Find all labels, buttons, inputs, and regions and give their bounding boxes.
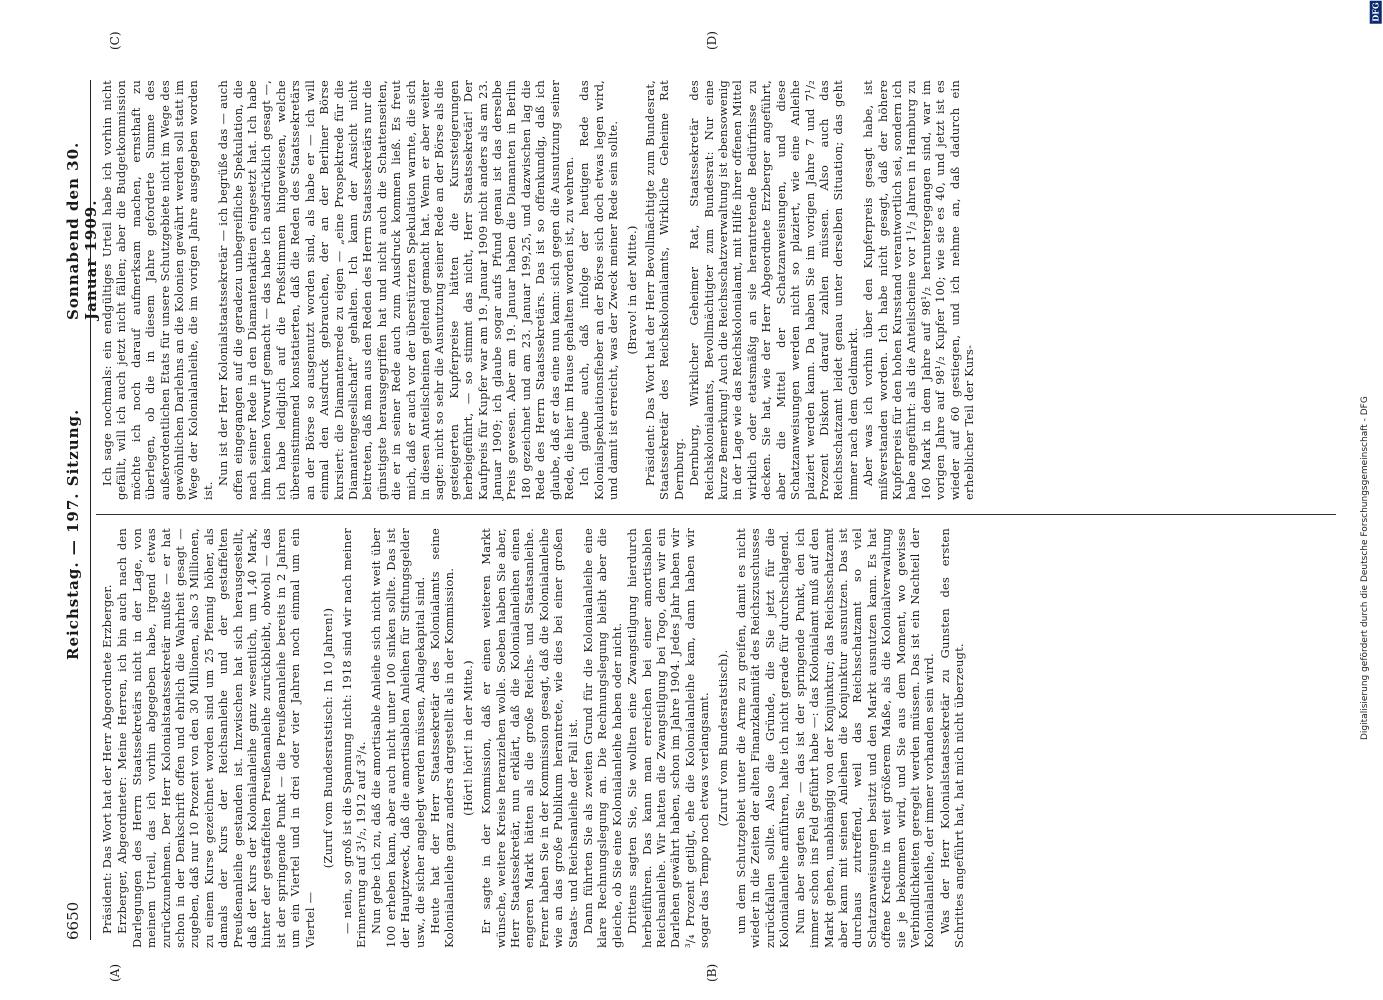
interjection: (Bravo! in der Mitte.) <box>624 225 639 355</box>
paragraph: — nein, so groß ist die Spannung nicht: 1918 sind wir nach meiner Erinnerung auf 3¹/₂, 1912 auf 3³/₄. <box>339 528 368 948</box>
paragraph: Ich sage nochmals: ein endgültiges Urteil habe ich vorhin nicht gefällt, will ich auch jetzt nicht fällen; aber die Budgetkommission möchte ich noch darauf aufmerksam machen, ernsthaft zu überlegen, ob die in diesem Jahre geforderte Summe des außerordentlichen Etats für unsere Schutzgebiete nicht im Wege des gewöhnlichen Darlehns an die Kolonien gewährt werden soll statt im Wege der Kolonialanleihe, die im vorigen Jahre ausgegeben worden ist. <box>100 80 215 500</box>
paragraph: Präsident: Das Wort hat der Herr Bevollmächtigte zum Bundesrat, Staatssekretär des Reichskolonialamts, Wirkliche Geheime Rat Dernburg. <box>643 80 686 500</box>
margin-label-d: (D) <box>705 31 719 50</box>
margin-label-b: (B) <box>705 963 719 982</box>
paragraph: Erzberger, Abgeordneter: Meine Herren, ich bin auch nach den Darlegungen des Herrn Staatssekretärs nicht in der Lage, von meinem Urteil, das ich vorhin abgegeben habe, irgend etwas zurückzunehmen. Der Herr Kolonialstaatssekretär mußte — er hat schon in der Denkschrift offen und ehrlich die Wahrheit gesagt — zugeben, daß nur 10 Prozent von den 30 Millionen, also 3 Millionen, zu einem Kurse gezeichnet worden sind um 25 Pfennig höher, als damals der Kurs der Reichsanleihe und der gestaffelten Preußenanleihe gestanden ist. Inzwischen hat sich herausgestellt, daß der Kurs der Kolonialanleihe ganz wesentlich, um 1,40 Mark, hinter der gestaffelten Preußenanleihe zurückbleibt, obwohl — das ist der springende Punkt — die Preußenanleihe bereits in 2 Jahren um ein Viertel und in drei oder vier Jahren noch einmal um ein Viertel — <box>115 528 317 948</box>
paragraph: Er sagte in der Kommission, daß er einen weiteren Markt wünsche, weitere Kreise heranziehen wolle. Soeben haben Sie aber, Herr Staatssekretär, nun erklärt, daß die Kolonialanleihen einen engeren Markt hätten als die große Reichs- und Staatsanleihe. Ferner haben Sie in der Kommission gesagt, daß die Kolonialanleihe wie an das große Publikum herantrete, wie dies bei einer großen Staats- und Reichsanleihe der Fall ist. <box>479 528 580 948</box>
dfg-logo-icon: DFG <box>1370 2 1381 22</box>
interjection: (Zuruf vom Bundesratstisch: In 10 Jahren!) <box>321 607 336 869</box>
paragraph: Nun ist der Herr Kolonialstaatssekretär — ich begrüße das — auch offen eingegangen auf die geradezu unbegreifliche Spekulation, die nach seiner Rede in den Diamantenaktien eingesetzt hat. Ich habe ihm keinen Vorwurf gemacht — das habe ich ausdrücklich gesagt —, ich habe lediglich auf die Preßstimmen hingewiesen, welche übereinstimmend konstatierten, daß die Reden des Staatssekretärs an der Börse so ausgenutzt worden sind, als habe er — ich will einmal den Ausdruck gebrauchen, der an der Berliner Börse kursiert: die Diamantenrede zu eigen — „eine Prospektrede für die Diamantengesellschaft“ gehalten. Ich kann der Ansicht nicht beitreten, daß man aus den Reden des Herrn Staatssekretärs nur die günstigste herausgegriffen hat und nicht auch die Schattenseiten, die er in seiner Rede auch zum Ausdruck kommen ließ. Es freut mich, daß er auch vor der überstürzten Spekulation warnte, die sich in diesen Anteilscheinen geltend gemacht hat. Wenn er aber weiter sagte: nicht so sehr die Ausnutzung seiner Rede an der Börse als die gesteigerten Kupferpreise hätten die Kurssteigerungen herbeigeführt, — so stimmt das nicht, Herr Staatssekretär! Der Kaufpreis für Kupfer war am 19. Januar 1909 nicht anders als am 23. Januar 1909; ich glaube sogar aufs Pfund genau ist das derselbe Preis gewesen. Aber am 19. Januar haben die Diamanten in Berlin 180 gezeichnet und am 23. Januar 199,25, und dazwischen lag die Rede des Herrn Staatssekretärs. Das ist so offenkundig, daß ich glaube, daß er das eine nun kann: sich gegen die Ausnutzung seiner Rede, die hier im Hause gehalten worden ist, zu wehren. <box>216 80 576 500</box>
paragraph: Nun gebe ich zu, daß die amortisable Anleihe sich nicht weit über 100 erheben kann, aber auch nicht unter 100 sinken sollte. Das ist der Hauptzweck, daß die amortisablen Anleihen für Stiftungsgelder usw., die sicher angelegt werden müssen, Anlagekapital sind. <box>369 528 427 948</box>
interjection: (Zuruf vom Bundesratstisch). <box>715 649 730 827</box>
digitization-note-text: Digitalisierung gefördert durch die Deutsche Forschungsgemeinschaft - DFG <box>1360 396 1370 740</box>
margin-label-a: (A) <box>108 963 122 982</box>
paragraph: Aber was ich vorhin über den Kupferpreis gesagt habe, ist mißverstanden worden. Ich habe nicht gesagt, daß der höhere Kupferpreis für den hohen Kursstand verantwortlich sei, sondern ich habe angeführt: als die Anteilscheine vor 1¹/₂ Jahren in Hamburg zu 160 Mark in dem Jahre auf 98¹/₂ heruntergegangen sind, war im vorigen Jahre auf 98¹/₂ Kupfer 100; wie sie es 40, und jetzt ist es wieder auf 60 gestiegen, und ich nehme an, daß dadurch ein erheblicher Teil der Kurs- <box>861 80 976 500</box>
paragraph: Was der Herr Kolonialstaatssekretär zu Gunsten des ersten Schrittes angeführt hat, hat mich nicht überzeugt. <box>937 528 967 948</box>
header-rule <box>90 80 91 940</box>
column-divider <box>96 514 1336 515</box>
page-header <box>60 80 100 960</box>
paragraph: Heute hat der Herr Staatssekretär des Kolonialamts seine Kolonialanleihe ganz anders dargestellt als in der Kommission. <box>427 528 457 948</box>
session-title: Reichstag. — 197. Sitzung. <box>64 408 82 660</box>
right-column <box>100 80 977 500</box>
digitization-note <box>1356 40 1376 1000</box>
paragraph: Ich glaube auch, daß infolge der heutigen Rede das Kolonialspekulationsfieber an der Börse sich doch etwas legen wird, und damit ist erreicht, was der Zweck meiner Rede sein sollte. <box>577 80 621 500</box>
session-date: Sonnabend den 30. Januar 1909. <box>64 141 100 320</box>
paragraph: Dernburg, Wirklicher Geheimer Rat, Staatssekretär des Reichskolonialamts, Bevollmächtigter zum Bundesrat: Nur eine kurze Bemerkung! Auch die Reichsschatzverwaltung ist ebensowenig in der Lage wie das Reichskolonialamt, mit Hilfe ihrer offenen Mittel wirklich oder etatsmäßig an sie herantretende Bedürfnisse zu decken. Sie hat, wie der Herr Abgeordnete Erzberger angeführt, aber die Mittel der Schatzanweisungen, und diese Schatzanweisungen werden nicht so plaziert, wie eine Anleihe plaziert werden kann. Da haben Sie im vorigen Jahre 7 und 7¹/₂ Prozent Diskont darauf zahlen müssen. Also auch das Reichsschatzamt leidet genau unter derselben Situation; das geht immer nach dem Geldmarkt. <box>687 80 860 500</box>
paragraph: Nun aber sagten Sie — das ist der springende Punkt, den ich immer schon ins Feld geführt habe —: das Kolonialamt muß auf den Markt gehen, unabhängig von der Konjunktur; das Reichsschatzamt aber kann mit seinen Anleihen die Konjunktur ausnutzen. Das ist durchaus zutreffend, weil das Reichsschatzamt so viel Schatzanweisungen besitzt und den Markt ausnutzen kann. Es hat offene Kredite in weit größerem Maße, als die Kolonialverwaltung sie je bekommen wird, und Sie aus dem Moment, wo gewisse Verbindlichkeiten geregelt werden müssen. Das ist ein Nachteil der Kolonialanleihe, der immer vorhanden sein wird. <box>792 528 937 948</box>
margin-label-c: (C) <box>108 31 122 50</box>
paragraph: Drittens sagten Sie, Sie wollten eine Zwangstilgung hierdurch herbeiführen. Das kann man erreichen bei einer amortisablen Reichsanleihe. Wir hatten die Zwangstilgung bei Togo, dem wir ein Darlehen gewährt haben, schon im Jahre 1904. Jedes Jahr haben wir ³/₄ Prozent getilgt, ehe die Kolonialanleihe kam, dann haben wir sogar das Tempo noch etwas verlangsamt. <box>625 528 712 948</box>
paragraph: um dem Schutzgebiet unter die Arme zu greifen, damit es nicht wieder in die Zeiten der alten Finanzkalamität des Reichszuschusses zurückfallen sollte. Also die Gründe, die Sie jetzt für die Kolonialanleihe anführen, halte ich nicht gerade für durchschlagend. <box>734 528 792 948</box>
paragraph: Dann führten Sie als zweiten Grund für die Kolonialanleihe eine klare Rechnungslegung an. Die Rechnungslegung bleibt aber die gleiche, ob Sie eine Kolonialanleihe haben oder nicht. <box>581 528 624 948</box>
paragraph: Präsident: Das Wort hat der Herr Abgeordnete Erzberger. <box>100 584 114 934</box>
left-column <box>100 528 968 948</box>
interjection: (Hört! hört! in der Mitte.) <box>460 660 475 816</box>
page-number: 6650 <box>64 901 82 940</box>
